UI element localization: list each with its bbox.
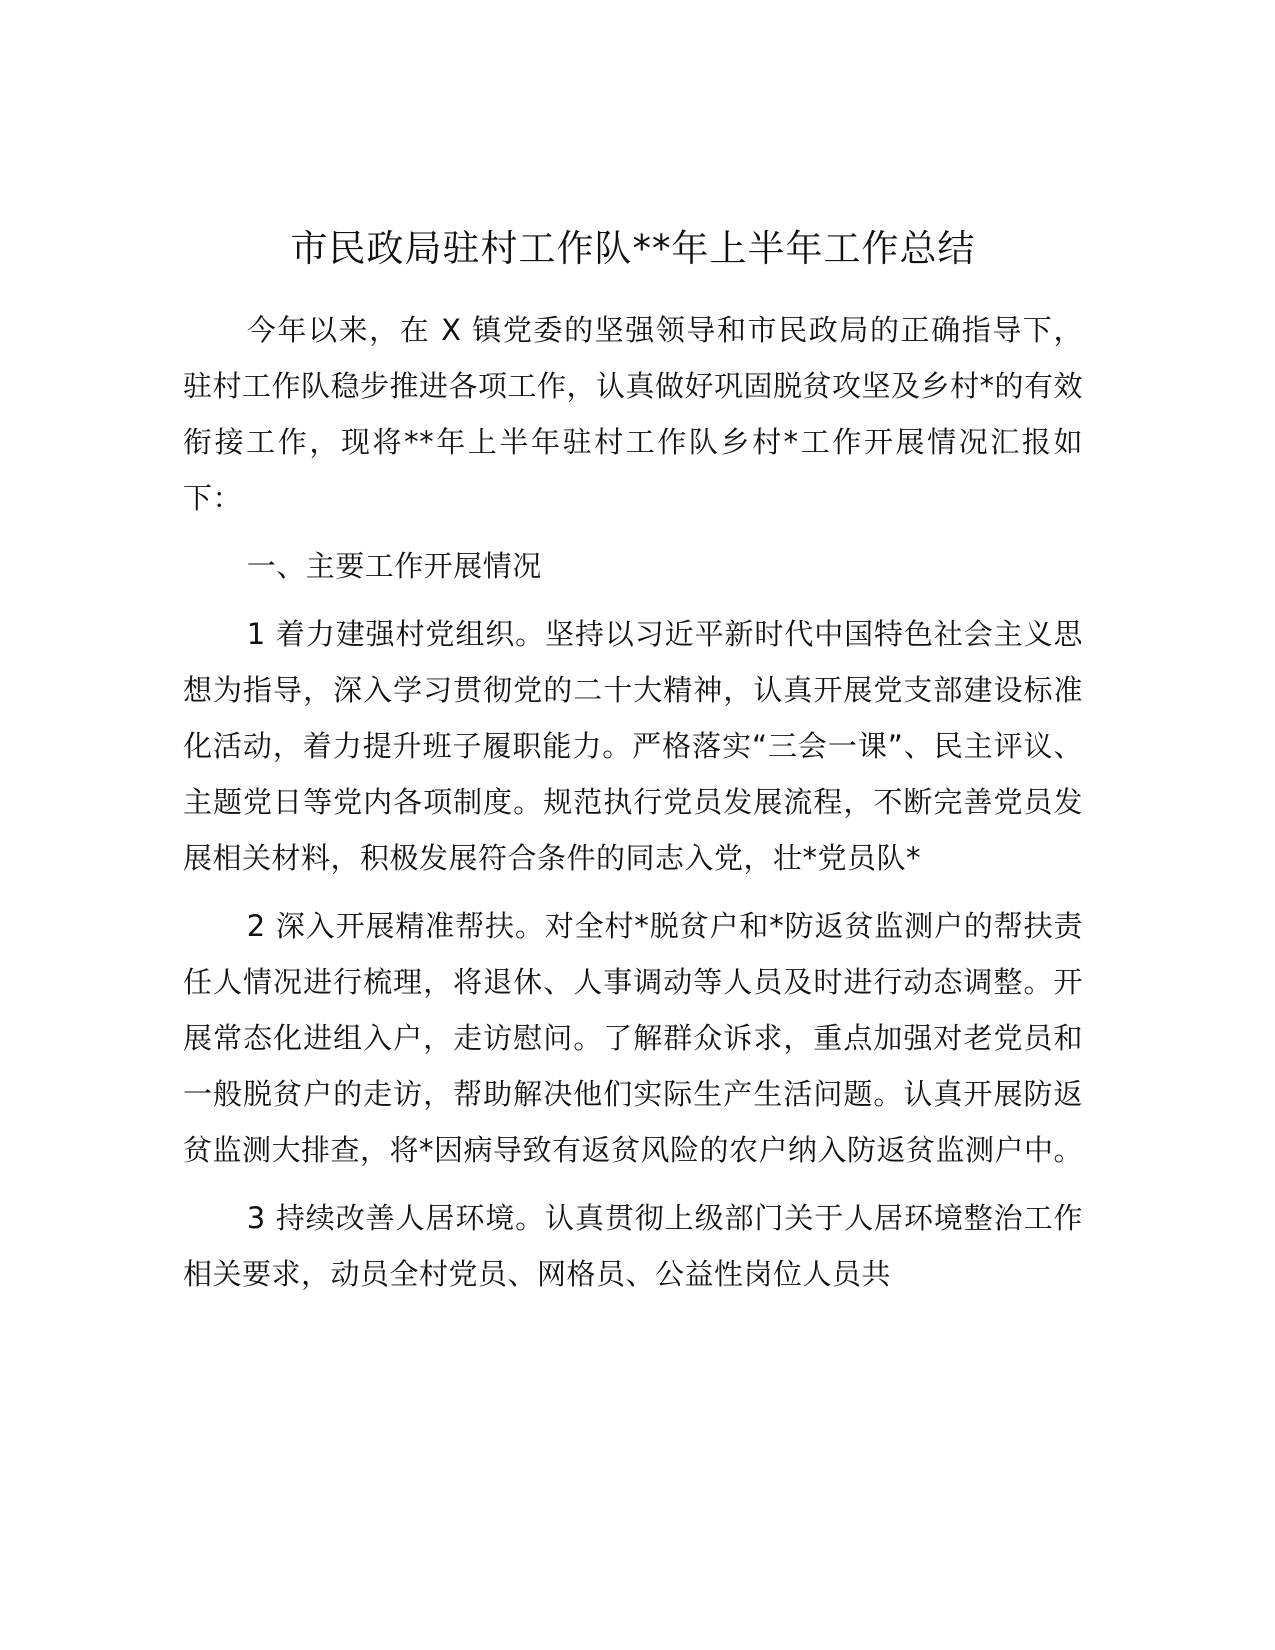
- paragraph-item-3: 3 持续改善人居环境。认真贯彻上级部门关于人居环境整治工作相关要求，动员全村党员、网格员、公益性岗位人员共: [183, 1201, 1083, 1291]
- document-body: [183, 222, 1083, 1314]
- paragraph-item-2: 2 深入开展精准帮扶。对全村*脱贫户和*防返贫监测户的帮扶责任人情况进行梳理，将退休、人事调动等人员及时进行动态调整。开展常态化进组入户，走访慰问。了解群众诉求，重点加强对老党员和一般脱贫户的走访，帮助解决他们实际生产生活问题。认真开展防返贫监测大排查，将*因病导致有返贫风险的农户纳入防返贫监测户中。: [183, 909, 1084, 1167]
- intro-paragraph: 今年以来，在 X 镇党委的坚强领导和市民政局的正确指导下，驻村工作队稳步推进各项工作，认真做好巩固脱贫攻坚及乡村*的有效衔接工作，现将**年上半年驻村工作队乡村*工作开展情况汇报如下：: [183, 313, 1084, 515]
- section-heading-main-work: 一、主要工作开展情况: [246, 549, 542, 583]
- document-title: 市民政局驻村工作队**年上半年工作总结: [290, 227, 976, 270]
- paragraph-item-1: 1 着力建强村党组织。坚持以习近平新时代中国特色社会主义思想为指导，深入学习贯彻党的二十大精神，认真开展党支部建设标准化活动，着力提升班子履职能力。严格落实“三会一课”、民主评议、主题党日等党内各项制度。规范执行党员发展流程，不断完善党员发展相关材料，积极发展符合条件的同志入党，壮*党员队*: [183, 617, 1083, 875]
